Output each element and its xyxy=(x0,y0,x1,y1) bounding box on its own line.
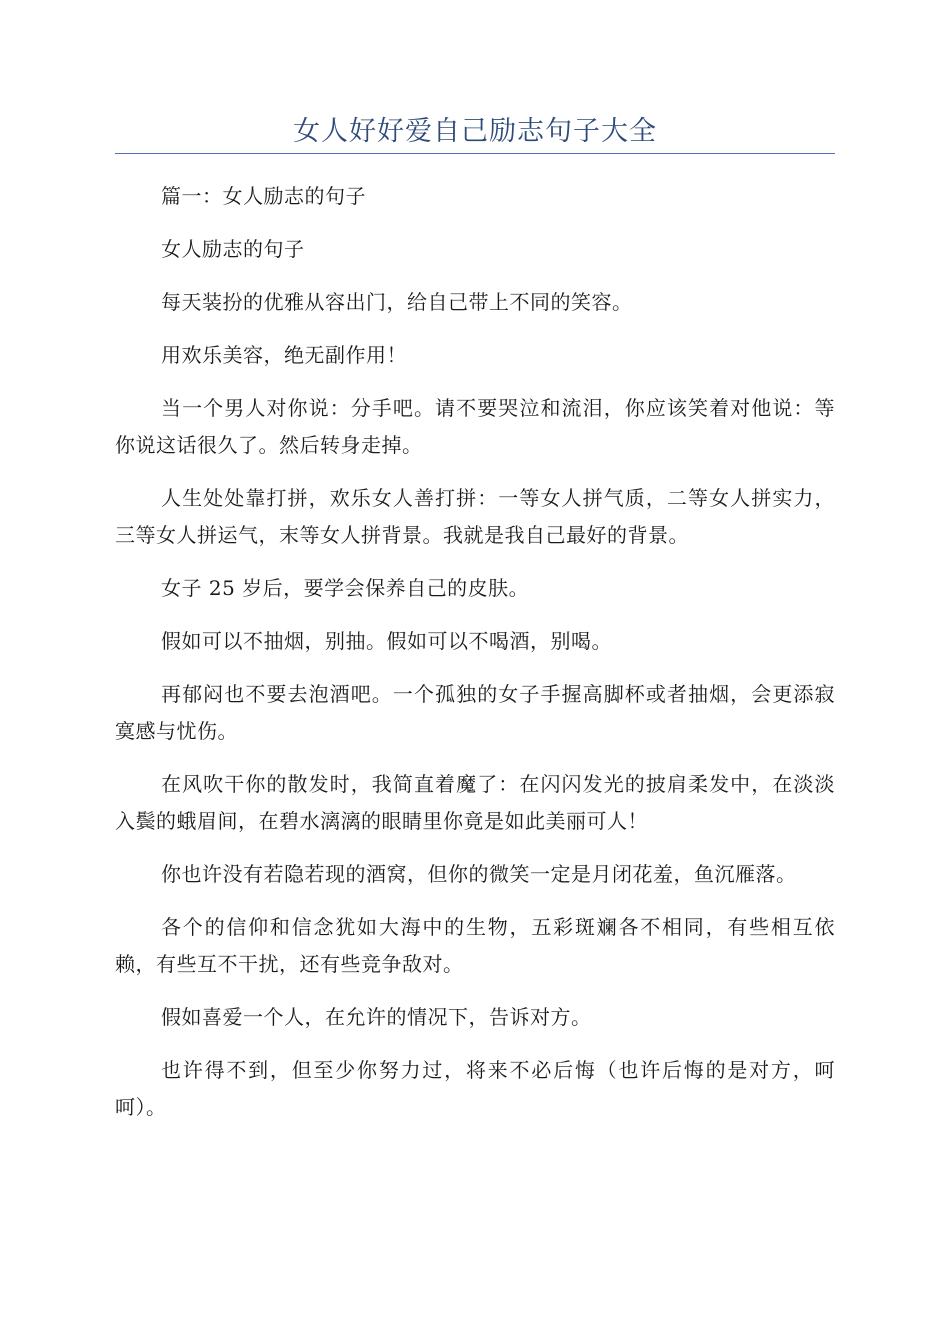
paragraph: 人生处处靠打拼，欢乐女人善打拼：一等女人拼气质，二等女人拼实力，三等女人拼运气，末等女人拼背景。我就是我自己最好的背景。 xyxy=(115,486,835,547)
paragraph: 假如喜爱一个人，在允许的情况下，告诉对方。 xyxy=(161,1005,592,1029)
paragraph: 用欢乐美容，绝无副作用！ xyxy=(161,343,407,367)
title-underline xyxy=(115,153,835,154)
paragraph-subheading: 女人励志的句子 xyxy=(161,237,305,261)
document-title: 女人好好爱自己励志句子大全 xyxy=(293,116,657,147)
paragraph: 每天装扮的优雅从容出门，给自己带上不同的笑容。 xyxy=(161,290,633,314)
paragraph: 假如可以不抽烟，别抽。假如可以不喝酒，别喝。 xyxy=(161,629,612,653)
paragraph: 在风吹干你的散发时，我简直着魔了：在闪闪发光的披肩柔发中，在淡淡入鬓的蛾眉间，在碧水漓漓的眼睛里你竟是如此美丽可人！ xyxy=(115,772,835,833)
paragraph: 当一个男人对你说：分手吧。请不要哭泣和流泪，你应该笑着对他说：等你说这话很久了。然后转身走掉。 xyxy=(115,396,835,457)
paragraph: 各个的信仰和信念犹如大海中的生物，五彩斑斓各不相同，有些相互依赖，有些互不干扰，还有些竞争敌对。 xyxy=(115,915,835,976)
paragraph: 也许得不到，但至少你努力过，将来不必后悔（也许后悔的是对方，呵呵）。 xyxy=(115,1058,835,1119)
paragraph: 再郁闷也不要去泡酒吧。一个孤独的女子手握高脚杯或者抽烟，会更添寂寞感与忧伤。 xyxy=(115,682,835,743)
document-body xyxy=(115,178,835,1142)
paragraph: 女子 25 岁后，要学会保养自己的皮肤。 xyxy=(161,576,530,600)
paragraph: 你也许没有若隐若现的酒窝，但你的微笑一定是月闭花羞，鱼沉雁落。 xyxy=(161,862,797,886)
paragraph-section-heading: 篇一：女人励志的句子 xyxy=(161,184,366,208)
